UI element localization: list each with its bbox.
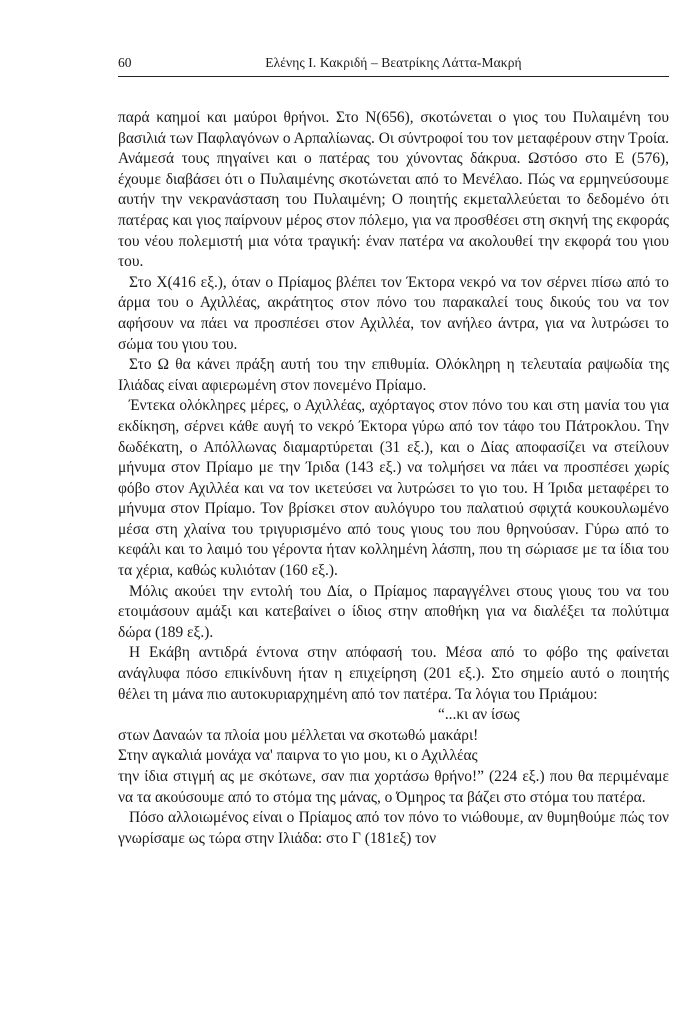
paragraph: Στο Χ(416 εξ.), όταν ο Πρίαμος βλέπει τον Έκτορα νεκρό να τον σέρνει πίσω από το άρμα του ο Αχιλλέας, ακράτητος στον πόνο του παρακαλεί τους δικούς του να τον αφήσουν να πάει να προσπέσει στον Αχιλλέα, τον ανήλεο άντρα, για να λυτρώσει το σώμα του γιου του. (118, 273, 669, 353)
body-text (118, 108, 669, 849)
verse-line: την ίδια στιγμή ας με σκότωνε, σαν πια χορτάσω θρήνο!” (224 εξ.) που θα περιμέναμε να τα ακούσουμε από το στόμα της μάνας, ο Όμηρος τα βάζει στο στόμα του πατέρα. (118, 768, 669, 806)
verse-line: στων Δαναών τα πλοία μου μέλλεται να σκοτωθώ μακάρι! (118, 726, 479, 744)
paragraph: Πόσο αλλοιωμένος είναι ο Πρίαμος από τον πόνο το νιώθουμε, αν θυμηθούμε πώς τον γνωρίσαμε ως τώρα στην Ιλιάδα: στο Γ (181εξ) τον (118, 809, 669, 847)
paragraph: Η Εκάβη αντιδρά έντονα στην απόφασή του. Μέσα από το φόβο της φαίνεται ανάγλυφα πόσο επικίνδυνη ήταν η επιχείρηση (201 εξ.). Στο σημείο αυτό ο ποιητής θέλει τη μάνα πιο αυτοκυριαρχημένη από τον πατέρα. Τα λόγια του Πριάμου: (118, 644, 669, 703)
verse-line: “...κι αν ίσως (438, 706, 520, 724)
verse-quotation (118, 705, 669, 808)
paragraph: Μόλις ακούει την εντολή του Δία, ο Πρίαμος παραγγέλνει στους γιους του να του ετοιμάσουν αμάξι και κατεβαίνει ο ίδιος στην αποθήκη για να διαλέξει τα πολύτιμα δώρα (189 εξ.). (118, 582, 669, 641)
paragraph: Στο Ω θα κάνει πράξη αυτή του την επιθυμία. Ολόκληρη η τελευταία ραψωδία της Ιλιάδας είναι αφιερωμένη στον πονεμένο Πρίαμο. (118, 356, 669, 394)
page-header (118, 52, 669, 77)
verse-line: Στην αγκαλιά μονάχα να' παιρνα το γιο μου, κι ο Αχιλλέας (118, 747, 478, 765)
paragraph: παρά καημοί και μαύροι θρήνοι. Στο Ν(656), σκοτώνεται ο γιος του Πυλαιμένη του βασιλιά των Παφλαγόνων ο Αρπαλίωνας. Οι σύντροφοί του τον μεταφέρουν στην Τροία. Ανάμεσά τους πηγαίνει και ο πατέρας του χύνοντας δάκρυα. Ωστόσο στο Ε (576), έχουμε διαβάσει ότι ο Πυλαιμένης σκοτώνεται από το Μενέλαο. Πώς να ερμηνεύσουμε αυτήν την νεκρανάσταση του Πυλαιμένη; Ο ποιητής εκμεταλλεύεται το δεδομένο ότι πατέρας και γιος παίρνουν μέρος στον πόλεμο, για να προσθέσει στη σκηνή της εκφοράς του νέου πολεμιστή μια νότα τραγική: έναν πατέρα να ακολουθεί την εκφορά του γιου του. (118, 109, 669, 271)
running-title: Ελένης Ι. Κακριδή – Βεατρίκης Λάττα-Μακρή (265, 55, 522, 70)
page-number: 60 (118, 55, 132, 70)
paragraph: Έντεκα ολόκληρες μέρες, ο Αχιλλέας, αχόρταγος στον πόνο του και στη μανία του για εκδίκηση, σέρνει κάθε αυγή το νεκρό Έκτορα γύρω από τον τάφο του Πάτροκλου. Την δωδέκατη, ο Απόλλωνας διαμαρτύρεται (31 εξ.), και ο Δίας αποφασίζει να στείλουν μήνυμα στον Πρίαμο με την Ίριδα (143 εξ.) να τολμήσει να πάει να προσπέσει χωρίς φόβο στον Αχιλλέα και να τον ικετεύσει να λυτρώσει το γιο του. Η Ίριδα μεταφέρει το μήνυμα στον Πρίαμο. Τον βρίσκει στον αυλόγυρο του παλατιού σφιχτά κουκουλωμένο μέσα στη χλαίνα του τριγυρισμένο από τους γιους του που θρηνούσαν. Γύρω από το κεφάλι και το λαιμό του γέροντα ήταν κολλημένη λάσπη, που τη σώριασε με τα ίδια του τα χέρια, καθώς κυλιόταν (160 εξ.). (118, 397, 669, 580)
